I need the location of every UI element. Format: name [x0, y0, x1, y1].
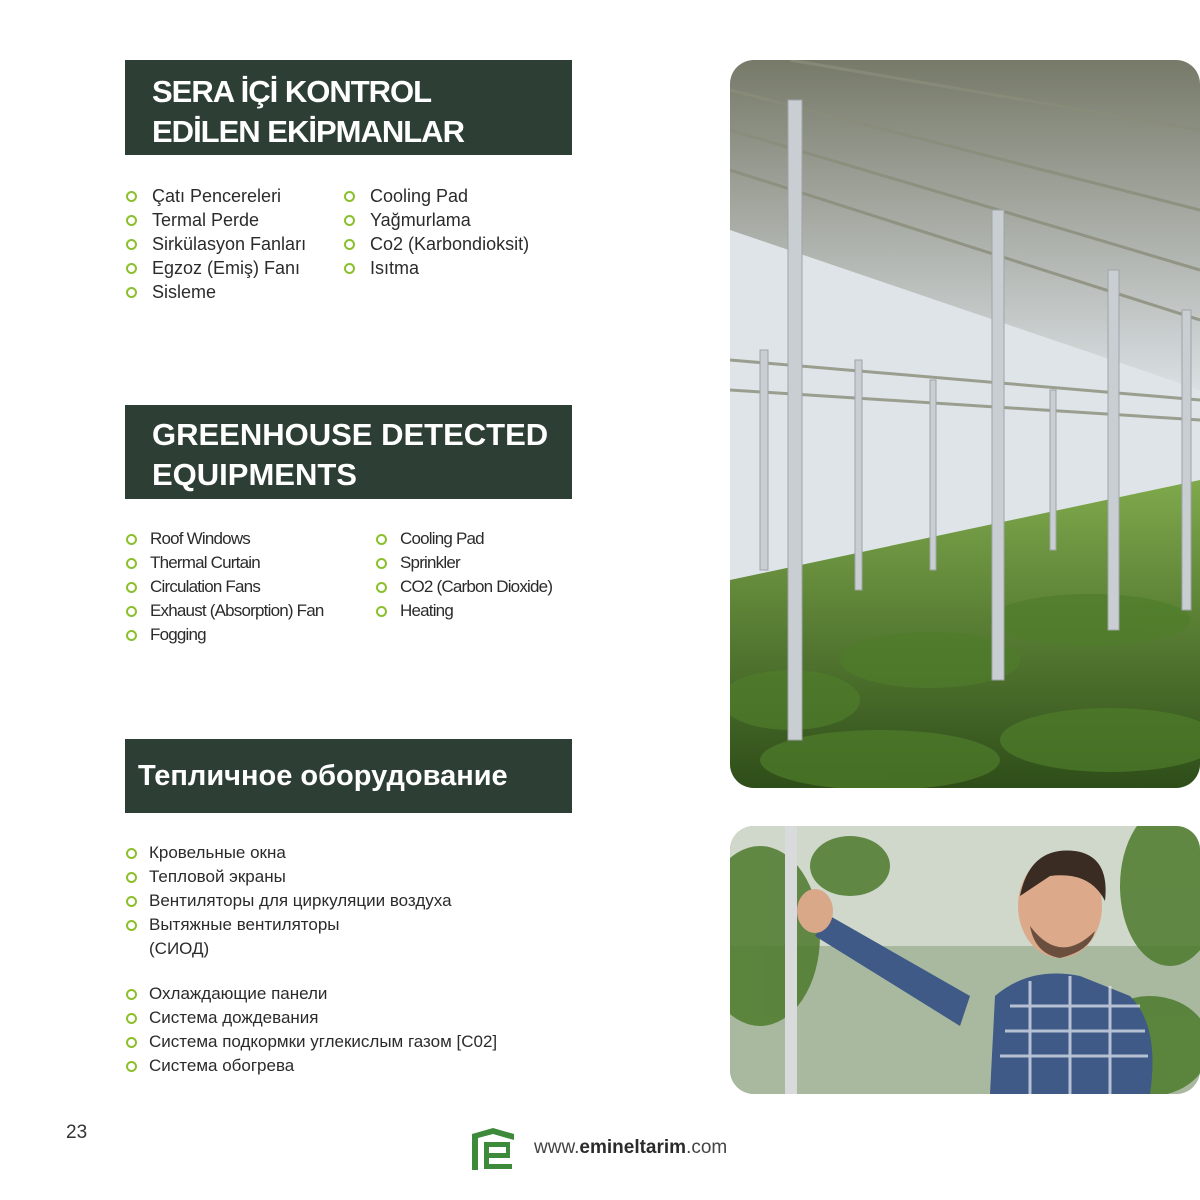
greenhouse-illustration [730, 60, 1200, 788]
circle-bullet-icon [126, 872, 137, 883]
turkish-list-col2 [343, 184, 529, 280]
list-item: Heating [375, 599, 552, 623]
circle-bullet-icon [126, 239, 137, 250]
page-number: 23 [66, 1122, 88, 1143]
greenhouse-photo [730, 60, 1200, 788]
circle-bullet-icon [376, 558, 387, 569]
circle-bullet-icon [126, 848, 137, 859]
circle-bullet-icon [126, 896, 137, 907]
list-item: Fogging [125, 623, 324, 647]
english-title-banner [125, 405, 572, 499]
circle-bullet-icon [126, 1061, 137, 1072]
list-item: Sprinkler [375, 551, 552, 575]
list-item: Система подкормки углекислым газом [C02] [125, 1030, 497, 1054]
list-spacer [125, 961, 497, 982]
list-item: Система дождевания [125, 1006, 497, 1030]
farmer-illustration [730, 826, 1200, 1094]
list-item: Cooling Pad [343, 184, 529, 208]
list-item: Вентиляторы для циркуляции воздуха [125, 889, 497, 913]
url-prefix: www. [534, 1137, 580, 1158]
russian-title-banner [125, 739, 572, 813]
circle-bullet-icon [126, 1037, 137, 1048]
list-item: Вытяжные вентиляторы [125, 913, 497, 937]
list-item: Yağmurlama [343, 208, 529, 232]
circle-bullet-icon [126, 534, 137, 545]
list-item: Кровельные окна [125, 841, 497, 865]
list-item: Sisleme [125, 280, 306, 304]
website-link[interactable] [534, 1137, 727, 1159]
farmer-photo [730, 826, 1200, 1094]
list-item: Cooling Pad [375, 527, 552, 551]
circle-bullet-icon [376, 582, 387, 593]
turkish-title-line-1: SERA İÇİ KONTROL [152, 74, 432, 109]
list-item: Egzoz (Emiş) Fanı [125, 256, 306, 280]
list-item: Çatı Pencereleri [125, 184, 306, 208]
list-item: Termal Perde [125, 208, 306, 232]
circle-bullet-icon [126, 287, 137, 298]
circle-bullet-icon [126, 191, 137, 202]
circle-bullet-icon [126, 582, 137, 593]
list-item-continuation: (СИОД) [149, 939, 210, 958]
circle-bullet-icon [126, 263, 137, 274]
russian-list [125, 841, 497, 1078]
list-item: Sirkülasyon Fanları [125, 232, 306, 256]
list-item: Circulation Fans [125, 575, 324, 599]
list-item: Охлаждающие панели [125, 982, 497, 1006]
list-item: Co2 (Karbondioksit) [343, 232, 529, 256]
english-title-line-1: GREENHOUSE DETECTED [152, 417, 549, 452]
english-list-col2 [375, 527, 552, 623]
circle-bullet-icon [126, 630, 137, 641]
eminel-logo-icon [470, 1128, 516, 1170]
turkish-list-col1 [125, 184, 306, 304]
circle-bullet-icon [126, 989, 137, 1000]
circle-bullet-icon [344, 263, 355, 274]
url-brand: emineltarim [579, 1137, 687, 1158]
turkish-title-banner [125, 60, 572, 155]
circle-bullet-icon [376, 534, 387, 545]
circle-bullet-icon [344, 239, 355, 250]
circle-bullet-icon [126, 606, 137, 617]
list-item: Roof Windows [125, 527, 324, 551]
circle-bullet-icon [126, 558, 137, 569]
list-item: Exhaust (Absorption) Fan [125, 599, 324, 623]
list-item: CO2 (Carbon Dioxide) [375, 575, 552, 599]
circle-bullet-icon [126, 1013, 137, 1024]
circle-bullet-icon [126, 215, 137, 226]
circle-bullet-icon [344, 215, 355, 226]
list-item: Isıtma [343, 256, 529, 280]
list-item: Система обогрева [125, 1054, 497, 1078]
turkish-title-line-2: EDİLEN EKİPMANLAR [152, 114, 464, 149]
circle-bullet-icon [376, 606, 387, 617]
circle-bullet-icon [126, 920, 137, 931]
list-item: Тепловой экраны [125, 865, 497, 889]
russian-title: Тепличное оборудование [138, 760, 508, 792]
list-item: Thermal Curtain [125, 551, 324, 575]
url-suffix: .com [686, 1137, 728, 1158]
english-title-line-2: EQUIPMENTS [152, 457, 357, 492]
english-list-col1 [125, 527, 324, 647]
circle-bullet-icon [344, 191, 355, 202]
